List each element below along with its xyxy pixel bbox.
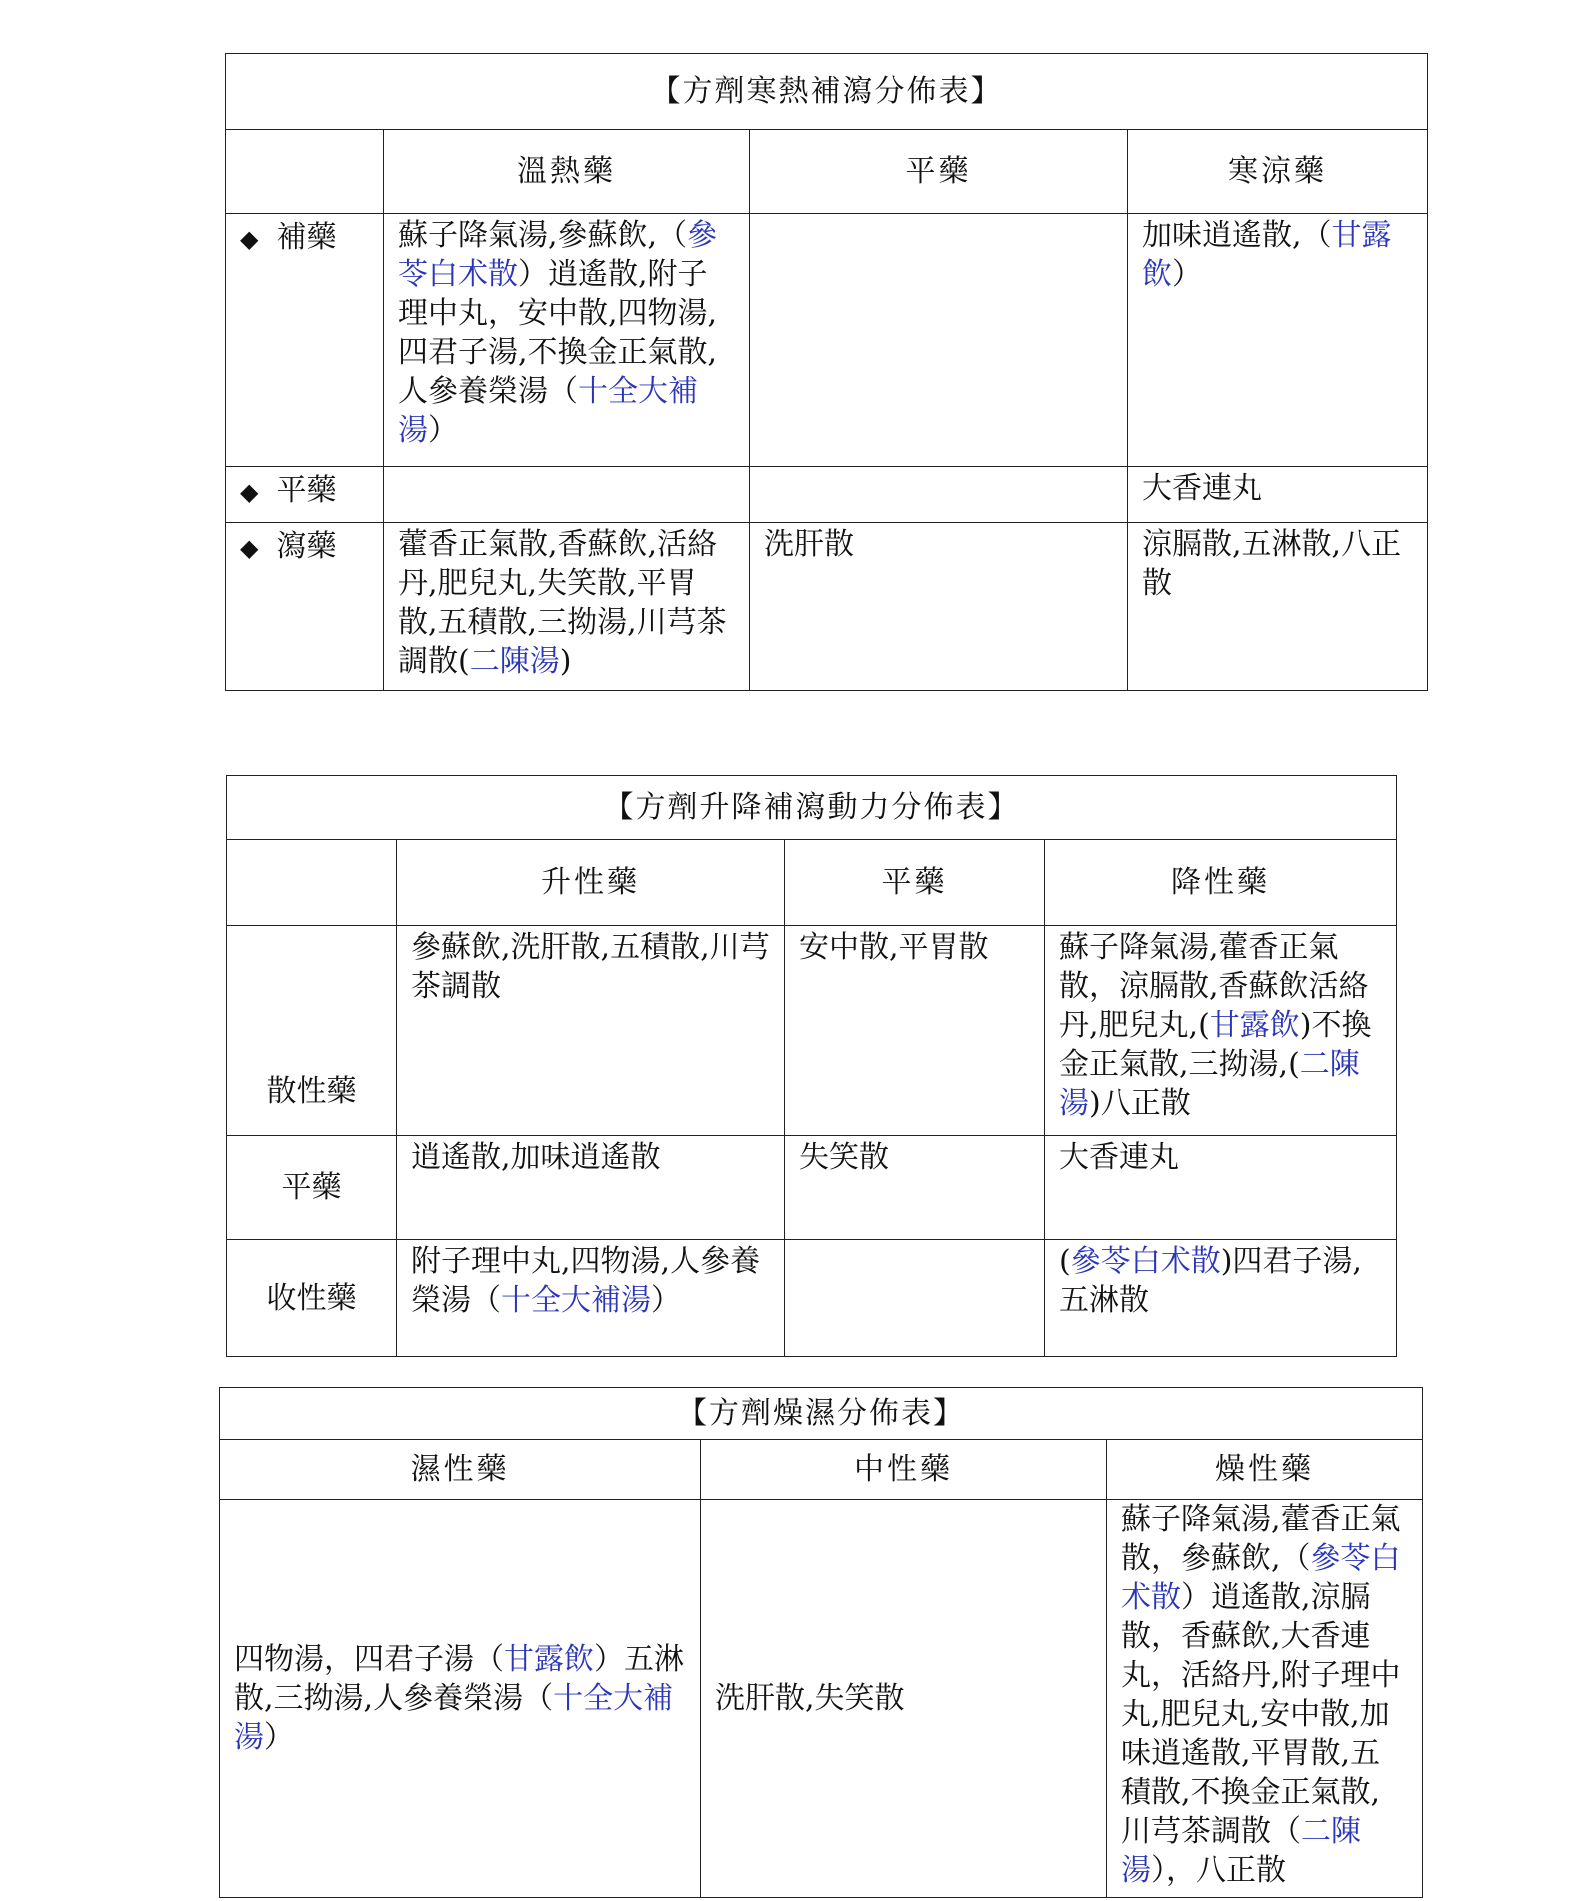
formula-cell: [1128, 467, 1428, 523]
column-header-fall: 降性藥: [1045, 840, 1397, 926]
formula-text: 洗肝散: [764, 527, 854, 562]
column-header-warm: 溫熱藥: [384, 130, 750, 214]
highlighted-formula: 二陳湯: [1059, 1047, 1360, 1121]
formula-text: 參蘇飲,洗肝散,五積散,川芎茶調散: [411, 930, 770, 1004]
formula-cell: [1045, 1240, 1397, 1357]
column-header-cold: 寒涼藥: [1128, 130, 1428, 214]
formula-cell: [384, 467, 750, 523]
table-title: 【方劑升降補瀉動力分佈表】: [227, 776, 1397, 840]
corner-cell: [227, 840, 397, 926]
formula-text: ）: [1172, 257, 1202, 292]
formula-text: ）逍遙散,附子理中丸，安中散,四物湯,四君子湯,不換金正氣散,人參養榮湯（: [398, 257, 718, 409]
formula-text: 加味逍遙散,（: [1142, 218, 1332, 253]
formula-cell: [701, 1500, 1107, 1898]
highlighted-formula: 參苓白术散: [1070, 1244, 1221, 1279]
cold-heat-table: [225, 53, 1428, 691]
formula-text: 安中散,平胃散: [799, 930, 989, 965]
column-header-dry: 燥性藥: [1107, 1440, 1423, 1500]
row-label-neutral: 平藥: [227, 1136, 397, 1240]
formula-text: ）: [264, 1720, 294, 1755]
rise-fall-table: [226, 775, 1397, 1357]
formula-cell: [397, 1136, 785, 1240]
formula-text: 大香連丸: [1059, 1140, 1179, 1175]
column-header-neutral: 平藥: [785, 840, 1045, 926]
row-label-purge: [226, 523, 384, 691]
table-title: 【方劑寒熱補瀉分佈表】: [226, 54, 1428, 130]
formula-text: 蘇子降氣湯,藿香正氣散，參蘇飲,（: [1121, 1502, 1401, 1576]
formula-cell: [1045, 926, 1397, 1136]
diamond-bullet-icon: ◆: [240, 478, 259, 506]
row-label-tonify: [226, 214, 384, 467]
formula-text: 藿香正氣散,香蘇飲,活絡丹,肥兒丸,失笑散,平胃散,五積散,三拗湯,川芎茶調散(: [398, 527, 727, 679]
formula-cell: [384, 214, 750, 467]
formula-text: 涼膈散,五淋散,八正散: [1142, 527, 1402, 601]
formula-cell: [1045, 1136, 1397, 1240]
highlighted-formula: 甘露飲: [504, 1642, 594, 1677]
formula-text: )四君子湯,五淋散: [1059, 1244, 1362, 1318]
formula-text: 逍遙散,加味逍遙散: [411, 1140, 661, 1175]
formula-text: 附子理中丸,四物湯,人參養榮湯（: [411, 1244, 761, 1318]
formula-text: 四物湯，四君子湯（: [234, 1642, 504, 1677]
formula-cell: [750, 214, 1128, 467]
highlighted-formula: 參苓白术散: [1121, 1541, 1401, 1615]
column-header-neutral: 中性藥: [701, 1440, 1107, 1500]
formula-cell: [785, 1136, 1045, 1240]
highlighted-formula: 二陳湯: [469, 644, 560, 679]
formula-text: (: [1059, 1244, 1071, 1279]
formula-cell: [750, 523, 1128, 691]
formula-cell: [397, 1240, 785, 1357]
table-title: 【方劑燥濕分佈表】: [220, 1388, 1423, 1440]
formula-cell: [785, 1240, 1045, 1357]
highlighted-formula: 二陳湯: [1121, 1814, 1361, 1888]
highlighted-formula: 十全大補湯: [234, 1681, 674, 1755]
row-label-text: 平藥: [276, 473, 337, 508]
highlighted-formula: 參苓白术散: [398, 218, 718, 292]
formula-text: ）逍遙散,涼膈散，香蘇飲,大香連丸，活絡丹,附子理中丸,肥兒丸,安中散,加味逍遙散,平胃散,五積散,不換金正氣散,川芎茶調散（: [1121, 1580, 1401, 1849]
row-label-astringe: 收性藥: [227, 1240, 397, 1357]
formula-cell: [750, 467, 1128, 523]
row-label-disperse: 散性藥: [227, 926, 397, 1136]
highlighted-formula: 甘露飲: [1142, 218, 1392, 292]
formula-cell: [1107, 1500, 1423, 1898]
column-header-neutral: 平藥: [750, 130, 1128, 214]
formula-cell: [384, 523, 750, 691]
row-label-neutral: [226, 467, 384, 523]
formula-cell: [1128, 523, 1428, 691]
dry-damp-table: [219, 1387, 1423, 1898]
formula-cell: [785, 926, 1045, 1136]
formula-text: 失笑散: [799, 1140, 889, 1175]
row-label-text: 瀉藥: [276, 529, 337, 564]
column-header-wet: 濕性藥: [220, 1440, 701, 1500]
formula-text: ）: [428, 413, 458, 448]
formula-cell: [220, 1500, 701, 1898]
formula-text: 洗肝散,失笑散: [715, 1681, 905, 1716]
formula-text: 蘇子降氣湯,藿香正氣散，涼膈散,香蘇飲活絡丹,肥兒丸,(: [1059, 930, 1369, 1043]
formula-text: ），八正散: [1151, 1853, 1286, 1888]
row-label-text: 補藥: [276, 220, 337, 255]
formula-text: 大香連丸: [1142, 471, 1262, 506]
column-header-rise: 升性藥: [397, 840, 785, 926]
diamond-bullet-icon: ◆: [240, 534, 259, 562]
formula-text: ）五淋散,三拗湯,人參養榮湯（: [234, 1642, 684, 1716]
highlighted-formula: 十全大補湯: [398, 374, 698, 448]
highlighted-formula: 十全大補湯: [501, 1283, 651, 1318]
formula-text: ): [559, 644, 572, 679]
diamond-bullet-icon: ◆: [240, 225, 259, 253]
formula-text: ）: [651, 1283, 681, 1318]
highlighted-formula: 甘露飲: [1209, 1008, 1300, 1043]
corner-cell: [226, 130, 384, 214]
formula-cell: [397, 926, 785, 1136]
formula-text: 蘇子降氣湯,參蘇飲,（: [398, 218, 688, 253]
formula-text: )不換金正氣散,三拗湯,(: [1059, 1008, 1372, 1082]
formula-text: )八正散: [1089, 1086, 1191, 1121]
formula-cell: [1128, 214, 1428, 467]
